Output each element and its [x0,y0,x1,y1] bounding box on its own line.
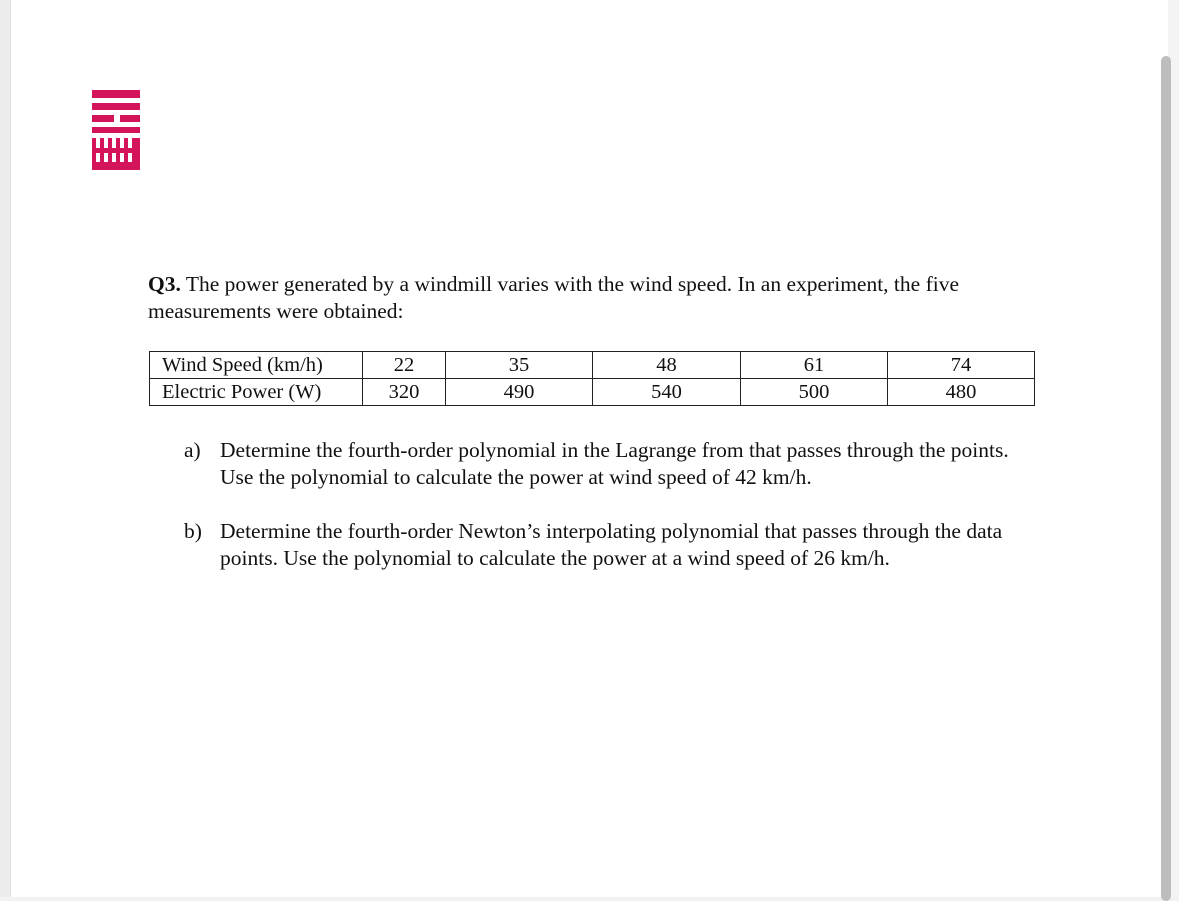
row-header: Electric Power (W) [150,379,363,406]
row-header: Wind Speed (km/h) [150,352,363,379]
scrollbar-thumb[interactable] [1161,56,1171,901]
question-part-a [184,437,1044,491]
table-cell: 61 [741,352,888,379]
part-label: a) [184,438,201,462]
part-label: b) [184,519,202,543]
table-cell: 35 [446,352,593,379]
question-part-b [184,518,1044,572]
question-body: The power generated by a windmill varies with the wind speed. In an experiment, the five measurements were obtained: [148,272,959,323]
part-text: Determine the fourth-order polynomial in the Lagrange from that passes through the points. Use the polynomial to calculate the power at wind speed of 42 km/h. [220,438,1009,489]
table-cell: 320 [363,379,446,406]
table-cell: 74 [888,352,1035,379]
table-row [150,379,1035,406]
table-cell: 490 [446,379,593,406]
table-cell: 500 [741,379,888,406]
measurements-table [149,351,1035,406]
table-cell: 540 [593,379,741,406]
table-cell: 48 [593,352,741,379]
question-number: Q3. [148,272,181,296]
table-row [150,352,1035,379]
table-cell: 22 [363,352,446,379]
question-parts [184,437,1044,599]
part-text: Determine the fourth-order Newton’s interpolating polynomial that passes through the data points. Use the polynomial to calculate the power at a wind speed of 26 km/h. [220,519,1003,570]
university-logo-icon [92,90,140,170]
question-text [148,271,1048,325]
table-cell: 480 [888,379,1035,406]
